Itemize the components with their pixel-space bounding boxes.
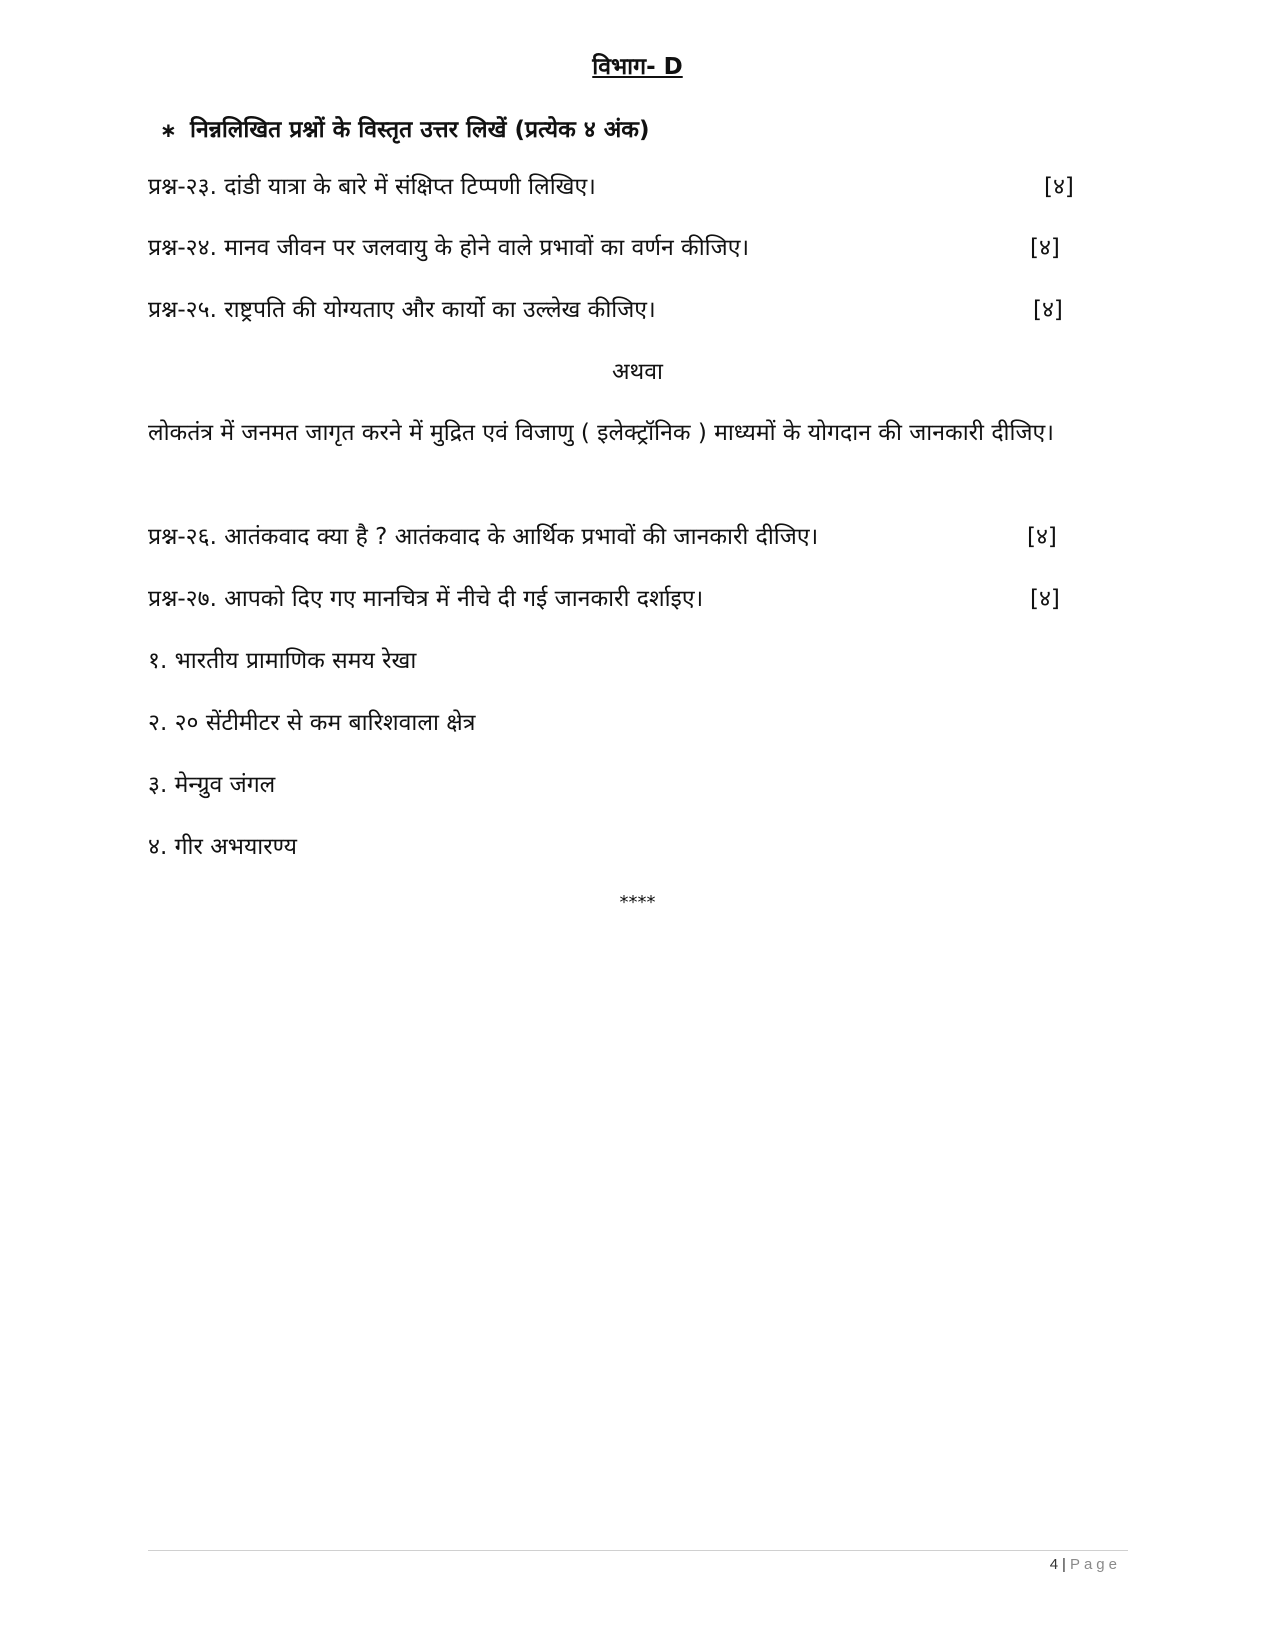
or-question: लोकतंत्र में जनमत जागृत करने में मुद्रित एवं विजाणु ( इलेक्ट्रॉनिक ) माध्यमों के योगदान की जानकारी दीजिए। [148,420,1054,446]
section-title: विभाग- D [592,54,683,80]
question-27: प्रश्न-२७. आपको दिए गए मानचित्र में नीचे दी गई जानकारी दर्शाइए। [148,586,704,612]
or-label: अथवा [611,359,663,385]
question-25-marks: [४] [1033,297,1063,323]
footer-divider [148,1550,1128,1551]
page-word: Page [1069,1556,1121,1573]
question-26-marks: [४] [1027,524,1057,550]
end-mark: **** [619,892,656,913]
question-24-marks: [४] [1030,235,1060,261]
map-item-2: २. २० सेंटीमीटर से कम बारिशवाला क्षेत्र [148,710,476,736]
map-item-4: ४. गीर अभयारण्य [148,834,297,860]
question-23-marks: [४] [1044,174,1074,200]
page-footer [1050,1556,1121,1573]
footer-separator: | [1062,1556,1066,1573]
bullet-icon: ∗ [160,118,177,142]
map-item-1: १. भारतीय प्रामाणिक समय रेखा [148,648,417,674]
question-26: प्रश्न-२६. आतंकवाद क्या है ? आतंकवाद के आर्थिक प्रभावों की जानकारी दीजिए। [148,524,819,550]
page-number: 4 [1049,1556,1059,1573]
instruction-line [160,113,649,147]
question-25: प्रश्न-२५. राष्ट्रपति की योग्यताए और कार्यो का उल्लेख कीजिए। [148,297,656,323]
map-item-3: ३. मेन्ग्रुव जंगल [148,772,276,798]
question-23: प्रश्न-२३. दांडी यात्रा के बारे में संक्षिप्त टिप्पणी लिखिए। [148,174,596,200]
question-24: प्रश्न-२४. मानव जीवन पर जलवायु के होने वाले प्रभावों का वर्णन कीजिए। [148,235,750,261]
instruction-text: निन्नलिखित प्रश्नों के विस्तृत उत्तर लिखें (प्रत्येक ४ अंक) [190,117,650,143]
question-27-marks: [४] [1030,586,1060,612]
